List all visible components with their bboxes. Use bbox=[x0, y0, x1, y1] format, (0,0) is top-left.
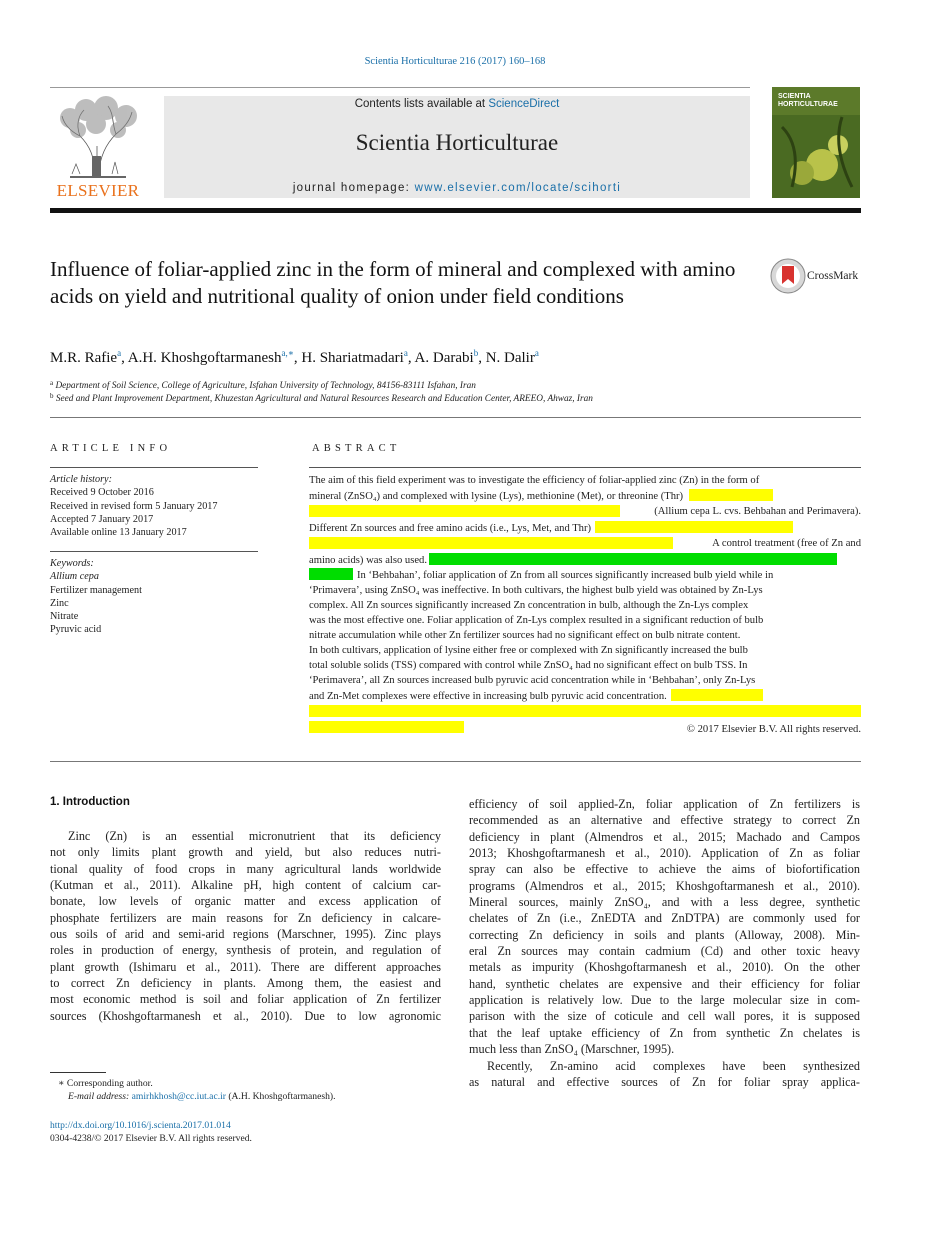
affiliation-b bbox=[50, 392, 860, 404]
abstract-line: ‘Primavera’, using ZnSO₄ was ineffective. In both cultivars, the highest bulb yield was obtained by Zn-Lys bbox=[309, 585, 763, 597]
body-line: ous soils of arid and semi-arid regions (Marschner, 1995). Zinc plays bbox=[50, 927, 441, 942]
history-item: Accepted 7 January 2017 bbox=[50, 513, 154, 525]
body-right-column bbox=[469, 796, 860, 1090]
body-line: most economic method is soil and foliar application of Zn fertilizer bbox=[50, 992, 441, 1007]
affiliation-a bbox=[50, 379, 860, 391]
highlight-yellow bbox=[309, 705, 861, 717]
article-title: Influence of foliar-applied zinc in the form of mineral and complexed with amino acids on yield and nutritional quality of onion under field conditions bbox=[50, 257, 736, 308]
abstract-line-text: Different Zn sources and free amino acids (i.e., Lys, Met, and Thr) bbox=[309, 522, 592, 534]
doi-link[interactable]: http://dx.doi.org/10.1016/j.scienta.2017.01.014 bbox=[50, 1120, 231, 1131]
body-line: eral Zn sources may contain cadmium (Cd) and other toxic heavy bbox=[469, 944, 860, 959]
homepage-link[interactable]: www.elsevier.com/locate/scihorti bbox=[414, 182, 622, 194]
article-info-label: ARTICLE INFO bbox=[50, 443, 172, 454]
body-line: spray can also be effective to achieve the aims of biofortification bbox=[469, 862, 860, 877]
history-item: Available online 13 January 2017 bbox=[50, 527, 187, 539]
abstract-line-text: and Zn-Met complexes were effective in increasing bulb pyruvic acid concentration. bbox=[309, 690, 667, 702]
body-line: recommended as an alternative and effective strategy to correct Zn bbox=[469, 813, 860, 828]
body-line: Mineral sources, mainly ZnSO₄, and with a less degree, synthetic bbox=[469, 895, 860, 910]
body-left-column bbox=[50, 828, 441, 1024]
author-sup[interactable]: a,∗ bbox=[281, 348, 294, 358]
abstract-line: In both cultivars, application of lysine either free or complexed with Zn significantly increased the bulb bbox=[309, 644, 748, 656]
elsevier-wordmark: ELSEVIER bbox=[56, 181, 140, 200]
cover-title: SCIENTIA HORTICULTURAE bbox=[778, 93, 838, 108]
journal-cover-image bbox=[772, 87, 860, 198]
abstract-line: was the most effective one. Foliar application of Zn-Lys complex resulted in a significant reduction of bulb bbox=[309, 615, 764, 627]
author-name[interactable]: H. Shariatmadari bbox=[301, 350, 404, 366]
intro-heading: 1. Introduction bbox=[50, 796, 130, 808]
header-rule bbox=[50, 87, 750, 88]
abstract-line-text: A control treatment (free of Zn and bbox=[712, 537, 861, 549]
body-line: chelates of Zn (i.e., ZnEDTA and ZnDTPA) are commonly used for bbox=[469, 911, 860, 926]
journal-masthead bbox=[164, 96, 750, 198]
author-name[interactable]: A.H. Khoshgoftarmanesh bbox=[127, 350, 282, 366]
contents-line bbox=[164, 98, 750, 110]
issn-line: 0304-4238/© 2017 Elsevier B.V. All rights reserved. bbox=[50, 1133, 252, 1144]
body-line: (Kutman et al., 2011). Alkaline pH, high content of calcium car- bbox=[50, 878, 441, 893]
keywords-heading: Keywords: bbox=[50, 558, 94, 569]
body-line: sources (Khoshgoftarmanesh et al., 2010). Due to low agronomic bbox=[50, 1008, 441, 1023]
body-line: that the leaf uptake efficiency of Zn from synthetic Zn chelates is bbox=[469, 1025, 860, 1040]
body-line: programs (Almendros et al., 2015; Khoshgoftarmanesh et al., 2010). bbox=[469, 878, 860, 893]
highlight-yellow bbox=[595, 521, 793, 533]
abstract-line: complex. All Zn sources significantly increased Zn concentration in bulb, although the Zn-Lys complex bbox=[309, 600, 749, 612]
abstract-line bbox=[309, 505, 861, 521]
highlight-yellow bbox=[671, 689, 763, 701]
keyword: Nitrate bbox=[50, 611, 79, 623]
body-line: Recently, Zn-amino acid complexes have been synthesized bbox=[487, 1058, 860, 1073]
body-line: bonate, low levels of organic matter and excess application of bbox=[50, 894, 441, 909]
abstract-line-text: In ‘Behbahan’, foliar application of Zn from all sources significantly increased bulb yield while in bbox=[357, 570, 774, 582]
keyword: Zinc bbox=[50, 597, 69, 609]
body-line: roles in production of energy, synthesis of protein, and regulation of bbox=[50, 943, 441, 958]
abstract-line-text: (Allium cepa L. cvs. Behbahan and Perimavera). bbox=[654, 505, 861, 517]
info-rule bbox=[50, 551, 258, 552]
history-item: Received in revised form 5 January 2017 bbox=[50, 500, 218, 512]
author-sup[interactable]: b bbox=[473, 348, 479, 358]
email-suffix: (A.H. Khoshgoftarmanesh). bbox=[225, 1091, 336, 1103]
body-line: application is relatively low. Due to the large molecular size in com- bbox=[469, 993, 860, 1008]
contents-prefix: Contents lists available at bbox=[354, 98, 489, 110]
abstract-line bbox=[309, 489, 861, 505]
author-name[interactable]: N. Dalir bbox=[485, 350, 535, 366]
body-line: parison with the size of coticule and cell wall pores, it is supposed bbox=[469, 1009, 860, 1024]
body-line: much less than ZnSO₄ (Marschner, 1995). bbox=[469, 1042, 675, 1057]
abstract-line bbox=[309, 568, 861, 584]
history-item: Received 9 October 2016 bbox=[50, 487, 154, 499]
abstract-text bbox=[309, 474, 861, 736]
info-rule bbox=[50, 467, 258, 468]
section-rule bbox=[50, 761, 861, 762]
keyword: Fertilizer management bbox=[50, 584, 142, 596]
affiliation-text: Department of Soil Science, College of Agriculture, Isfahan University of Technology, 84156-83111 Isfahan, Iran bbox=[55, 381, 476, 391]
abstract-line-text: amino acids) was also used. bbox=[309, 554, 427, 566]
author-list: M.R. Rafie$^a$, A.H. Khoshgoftarmanesh$^{a,∗}$, H. Shariatmadari$^a$, A. Darabi$^b$, N. Dalir$^a$ bbox=[50, 348, 539, 366]
abstract-line bbox=[309, 705, 861, 721]
doi-block bbox=[50, 1119, 450, 1145]
homepage-prefix: journal homepage: bbox=[292, 182, 415, 194]
body-line: 2013; Khoshgoftarmanesh et al., 2010). Application of Zn as foliar bbox=[469, 846, 860, 861]
author-name[interactable]: A. Darabi bbox=[414, 350, 474, 366]
abstract-line: total soluble solids (TSS) compared with control while ZnSO₄ had no significant effect on bulb TSS. In bbox=[309, 659, 748, 671]
affiliation-text: Seed and Plant Improvement Department, Khuzestan Agricultural and Natural Resources Research and Education Center, AREEO, Ahwaz, Iran bbox=[55, 394, 593, 404]
body-line: correcting Zn deficiency in soils and plants (Alloway, 2008). Min- bbox=[469, 927, 860, 942]
body-line: Zinc (Zn) is an essential micronutrient that its deficiency bbox=[68, 829, 441, 843]
author-name[interactable]: M.R. Rafie bbox=[50, 350, 118, 366]
body-line: tional quality of food crops in many agricultural lands worldwide bbox=[50, 861, 441, 876]
homepage-line bbox=[164, 182, 750, 194]
highlight-green bbox=[309, 568, 353, 580]
abstract-label: ABSTRACT bbox=[312, 443, 401, 454]
body-line: to correct Zn deficiency in plants. Among them, the easiest and bbox=[50, 976, 441, 991]
author-sup[interactable]: a bbox=[403, 348, 408, 358]
body-line: phosphate fertilizers are main reasons for Zn deficiency in calcare- bbox=[50, 910, 441, 925]
sciencedirect-link[interactable]: ScienceDirect bbox=[488, 98, 560, 110]
history-heading: Article history: bbox=[50, 474, 112, 485]
abstract-line: The aim of this field experiment was to investigate the efficiency of foliar-applied zinc (Zn) in the form of bbox=[309, 475, 760, 486]
body-line: not only limits plant growth and yield, but also reduces nutri- bbox=[50, 845, 441, 860]
author-sup[interactable]: a bbox=[117, 348, 122, 358]
journal-citation[interactable]: Scientia Horticulturae 216 (2017) 160–168 bbox=[364, 56, 546, 67]
email-label: E-mail address: bbox=[68, 1091, 132, 1103]
abstract-line bbox=[309, 521, 861, 537]
highlight-yellow bbox=[309, 537, 673, 549]
affiliation-sup: a bbox=[50, 379, 54, 387]
abstract-line: ‘Perimavera’, all Zn sources increased bulb pyruvic acid concentration while in ‘Behbahan’, only Zn-Lys bbox=[309, 674, 756, 686]
body-line: plant growth (Ishimaru et al., 2011). There are different approaches bbox=[50, 959, 441, 974]
corresponding-author-note: ∗ Corresponding author. bbox=[58, 1078, 153, 1089]
body-line: efficiency of soil applied-Zn, foliar application of Zn fertilizers is bbox=[469, 797, 860, 811]
crossmark-icon bbox=[770, 258, 806, 294]
highlight-green bbox=[429, 553, 837, 565]
abstract-line bbox=[309, 537, 861, 553]
abstract-line-text: mineral (ZnSO₄) and complexed with lysine (Lys), methionine (Met), or threonine (Thr) bbox=[309, 490, 684, 502]
abstract-line bbox=[309, 553, 861, 569]
affiliation-sup: b bbox=[50, 392, 54, 400]
article-history bbox=[50, 473, 260, 539]
abstract-copyright: © 2017 Elsevier B.V. All rights reserved. bbox=[686, 724, 861, 735]
footnote bbox=[50, 1077, 450, 1103]
keyword: Allium cepa bbox=[50, 571, 99, 583]
body-line: deficiency in plant (Almendros et al., 2015; Machado and Campos bbox=[469, 829, 860, 844]
body-line: hand, synthetic chelates are expensive and their efficiency for foliar bbox=[469, 976, 860, 991]
header-thick-rule bbox=[50, 208, 861, 213]
abstract-line: nitrate accumulation while other Zn fertilizer sources had no significant effect on bulb nitrate content. bbox=[309, 630, 741, 642]
footnote-rule bbox=[50, 1072, 106, 1073]
abstract-line bbox=[309, 689, 861, 705]
journal-title: Scientia Horticulturae bbox=[355, 130, 559, 155]
highlight-yellow bbox=[309, 505, 620, 517]
section-rule bbox=[50, 417, 861, 418]
author-sup[interactable]: a bbox=[534, 348, 539, 358]
keywords bbox=[50, 557, 260, 637]
keyword: Pyruvic acid bbox=[50, 624, 102, 636]
email-link[interactable]: amirhkhosh@cc.iut.ac.ir bbox=[131, 1091, 226, 1103]
body-line: metals as impurity (Khoshgoftarmanesh et al., 2010). On the other bbox=[469, 960, 860, 975]
highlight-yellow bbox=[689, 489, 773, 501]
crossmark-label[interactable]: CrossMark bbox=[807, 270, 859, 282]
body-line: as natural and effective sources of Zn for foliar spray applica- bbox=[469, 1074, 860, 1089]
email-line bbox=[50, 1090, 450, 1103]
abstract-rule bbox=[309, 467, 861, 468]
